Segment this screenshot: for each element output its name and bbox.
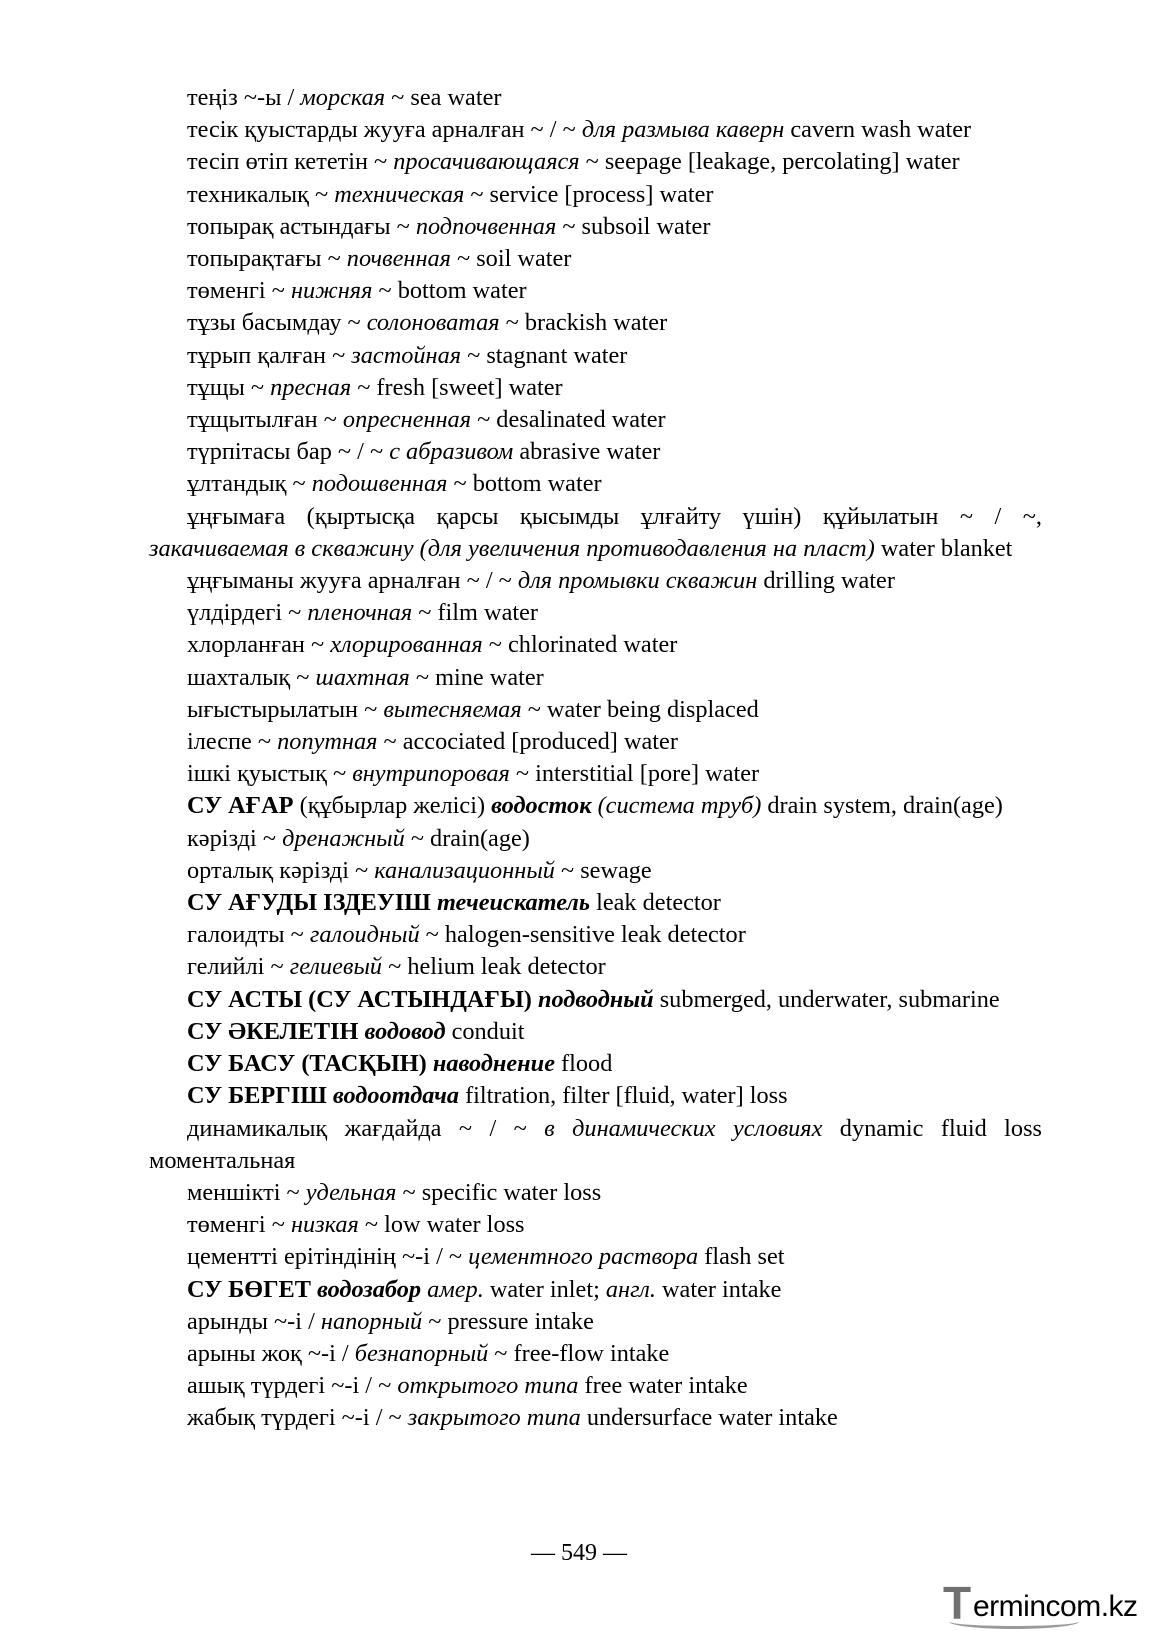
entry-text: ішкі қуыстық ~ [187, 760, 353, 788]
entry-text: ~ free-flow intake [488, 1339, 670, 1367]
russian-term: дренажный [282, 824, 405, 852]
entry-subentry [149, 597, 1042, 629]
russian-headword: водоотдача [332, 1082, 459, 1110]
entry-text: ~ low water loss [358, 1211, 525, 1239]
russian-term: цементного раствора [468, 1243, 699, 1271]
entry-text: drilling water [757, 567, 895, 595]
entry-text: water intake [655, 1275, 782, 1303]
entry-text: цементті ерітіндінің ~-і / ~ [187, 1243, 469, 1271]
entry-text: тесіп өтіп кететін ~ [187, 148, 394, 176]
entry-text: ~ fresh [sweet] water [351, 373, 563, 401]
russian-term: гелиевый [289, 953, 383, 981]
entry-subentry [149, 662, 1042, 694]
entry-subentry [149, 726, 1042, 758]
entry-text: ~ film water [412, 599, 538, 627]
entry-text: conduit [445, 1017, 525, 1045]
entry-subentry [149, 307, 1042, 339]
russian-term: с абразивом [389, 438, 514, 466]
entry-text: ~ helium leak detector [382, 953, 606, 981]
russian-term: закачиваемая в скважину (для увеличения противодавления на пласт) [149, 534, 875, 562]
russian-term: внутрипоровая [352, 760, 510, 788]
russian-term: галоидный [309, 921, 420, 949]
russian-term: амер. [427, 1275, 484, 1303]
entry-text: тұзы басымдау ~ [187, 309, 367, 337]
entry-subentry [149, 1241, 1042, 1273]
entry-text: ұңғымаға (қыртысқа қарсы қысымды ұлғайту үшін) құйылатын ~ / ~, [187, 502, 1042, 530]
headword-term: СУ БЕРГІШ [187, 1082, 327, 1110]
entry-text: топырақ астындағы ~ [187, 212, 416, 240]
entry-text: ~ interstitial [pore] water [509, 760, 760, 788]
entry-subentry [149, 1370, 1042, 1402]
entry-text: кәрізді ~ [187, 824, 283, 852]
terminkom-logo [943, 1577, 1149, 1629]
entry-headword [149, 790, 1042, 822]
entry-text: тұрып қалған ~ [187, 341, 352, 369]
entry-text: ілеспе ~ [187, 728, 278, 756]
russian-term: подпочвенная [415, 212, 557, 240]
entry-text: топырақтағы ~ [187, 245, 347, 273]
entry-subentry [149, 436, 1042, 468]
entry-text: ~ sewage [554, 856, 652, 884]
entry-text: ашық түрдегі ~-і / ~ [187, 1372, 398, 1400]
entry-text: ~ mine water [409, 663, 544, 691]
entry-subentry [149, 82, 1042, 114]
entry-text: abrasive water [513, 438, 661, 466]
russian-term: просачивающаяся [393, 148, 580, 176]
headword-term: СУ АҒУДЫ ІЗДЕУІШ [187, 889, 431, 917]
entry-text: динамикалық жағдайда ~ / ~ [187, 1114, 545, 1142]
russian-term: напорный [320, 1307, 423, 1335]
entry-subentry [149, 372, 1042, 404]
russian-term: почвенная [346, 245, 451, 273]
entry-subentry [149, 1113, 1042, 1177]
entry-text: ~ sea water [385, 84, 502, 111]
entry-text: ~ brackish water [499, 309, 668, 337]
entry-text: тұщы ~ [187, 373, 271, 401]
russian-term: опресненная [342, 406, 472, 434]
russian-term: солоноватая [366, 309, 500, 337]
entry-text: ығыстырылатын ~ [187, 695, 384, 723]
entry-text: ұлтандық ~ [187, 470, 312, 498]
entry-text: cavern wash water [784, 116, 972, 144]
logo-text: ermincom.kz [973, 1590, 1138, 1623]
entry-text: арынды ~-і / [187, 1307, 321, 1335]
entry-text: төменгі ~ [187, 1211, 291, 1239]
entry-subentry [149, 114, 1042, 146]
russian-term: застойная [351, 341, 462, 369]
entry-headword [149, 984, 1042, 1016]
entry-text: undersurface water intake [580, 1404, 838, 1432]
entry-text: хлорланған ~ [187, 631, 331, 659]
entry-text: жабық түрдегі ~-і / ~ [187, 1404, 408, 1432]
entry-text: flash set [698, 1243, 785, 1271]
russian-term: хлорированная [330, 631, 483, 659]
russian-term: морская [300, 84, 386, 111]
entry-text: (құбырлар желісі) [293, 792, 492, 820]
headword-term: СУ АСТЫ (СУ АСТЫНДАҒЫ) [187, 985, 532, 1013]
russian-term: подошвенная [311, 470, 448, 498]
entry-text: ~ water being displaced [521, 695, 759, 723]
russian-term: пресная [270, 373, 352, 401]
entry-text: ~ subsoil water [556, 212, 711, 240]
entry-subentry [149, 1209, 1042, 1241]
logo-letter-t: T [943, 1577, 972, 1629]
entry-headword [149, 1080, 1042, 1112]
entry-text: орталық кәрізді ~ [187, 856, 375, 884]
russian-term: англ. [605, 1275, 656, 1303]
entry-subentry [149, 758, 1042, 790]
entry-text: ~ halogen-sensitive leak detector [419, 921, 746, 949]
entry-text: ~ soil water [450, 245, 572, 273]
russian-term: нижняя [290, 277, 373, 305]
entry-text: ~ accociated [produced] water [377, 728, 678, 756]
headword-term: СУ БАСУ (ТАСҚЫН) [187, 1050, 427, 1078]
russian-headword: подводный [537, 985, 654, 1013]
entry-subentry [149, 1306, 1042, 1338]
entry-text: арыны жоқ ~-і / [187, 1339, 355, 1367]
entry-text: leak detector [590, 889, 721, 917]
entry-text: шахталық ~ [187, 663, 316, 691]
entry-text: тесік қуыстарды жууға арналған ~ / ~ [187, 116, 582, 144]
entry-text: ~ stagnant water [461, 341, 628, 369]
entry-subentry [149, 694, 1042, 726]
entry-subentry [149, 823, 1042, 855]
entry-subentry [149, 855, 1042, 887]
entry-text: меншікті ~ [187, 1178, 306, 1206]
entry-text: түрпітасы бар ~ / ~ [187, 438, 390, 466]
entry-text: ~ specific water loss [396, 1178, 602, 1206]
entry-subentry [149, 243, 1042, 275]
entry-text: water blanket [874, 534, 1013, 562]
headword-term: СУ ӘКЕЛЕТІН [187, 1017, 359, 1045]
headword-term: СУ АҒАР [187, 792, 294, 820]
russian-headword: водовод [364, 1017, 446, 1045]
entry-text: ұңғыманы жууға арналған ~ / ~ [187, 567, 518, 595]
entry-text: техникалық ~ [187, 180, 335, 208]
entry-subentry [149, 1177, 1042, 1209]
entry-text: water inlet; [483, 1275, 606, 1303]
russian-term: в динамических условиях [544, 1114, 823, 1142]
entry-subentry [149, 179, 1042, 211]
entry-subentry [149, 1338, 1042, 1370]
russian-term: пленочная [307, 599, 413, 627]
russian-term: попутная [277, 728, 378, 756]
entry-text: үлдірдегі ~ [187, 599, 308, 627]
entry-subentry [149, 146, 1042, 178]
entry-text: ~ desalinated water [471, 406, 666, 434]
russian-term: закрытого типа [407, 1404, 581, 1432]
entry-subentry [149, 951, 1042, 983]
entry-subentry [149, 501, 1042, 565]
russian-term: (система труб) [597, 792, 762, 820]
entry-subentry [149, 404, 1042, 436]
entry-text: submerged, underwater, submarine [653, 985, 1000, 1013]
russian-term: техническая [334, 180, 465, 208]
entry-text: тұщытылған ~ [187, 406, 343, 434]
entry-text: гелийлі ~ [187, 953, 290, 981]
russian-headword: водосток [491, 792, 592, 820]
russian-term: открытого типа [397, 1372, 579, 1400]
russian-term: для размыва каверн [581, 116, 785, 144]
entry-text: filtration, filter [fluid, water] loss [459, 1082, 788, 1110]
entry-text: ~ bottom water [372, 277, 527, 305]
entry-headword [149, 887, 1042, 919]
page-number: — 549 — [531, 1540, 627, 1566]
entry-text: ~ drain(age) [404, 824, 530, 852]
entry-subentry [149, 468, 1042, 500]
entry-text: drain system, drain(age) [761, 792, 1003, 820]
entry-headword [149, 1274, 1042, 1306]
entry-subentry [149, 919, 1042, 951]
russian-headword: течеискатель [436, 889, 591, 917]
russian-term: канализационный [374, 856, 555, 884]
entry-subentry [149, 211, 1042, 243]
entry-text: теңіз ~-ы / [187, 84, 301, 111]
entry-subentry [149, 565, 1042, 597]
headword-term: СУ БӨГЕТ [187, 1275, 311, 1303]
entry-headword [149, 1048, 1042, 1080]
entry-text: ~ seepage [leakage, percolating] water [579, 148, 960, 176]
entry-text: ~ pressure intake [422, 1307, 594, 1335]
entry-text: dynamic fluid loss моментальная [149, 1114, 1042, 1174]
entry-text: flood [554, 1050, 613, 1078]
entry-text: галоидты ~ [187, 921, 310, 949]
entry-text: төменгі ~ [187, 277, 291, 305]
entry-subentry [149, 340, 1042, 372]
russian-term: низкая [290, 1211, 359, 1239]
entry-subentry [149, 629, 1042, 661]
entry-text: ~ chlorinated water [482, 631, 678, 659]
russian-term: шахтная [315, 663, 410, 691]
entry-subentry [149, 275, 1042, 307]
russian-term: удельная [305, 1178, 397, 1206]
entry-subentry [149, 1402, 1042, 1434]
entry-headword [149, 1016, 1042, 1048]
dictionary-page [149, 82, 1042, 1435]
entry-text: ~ service [process] water [464, 180, 714, 208]
entry-text: free water intake [578, 1372, 748, 1400]
russian-term: безнапорный [354, 1339, 489, 1367]
entry-text: ~ bottom water [447, 470, 602, 498]
russian-term: вытесняемая [383, 695, 522, 723]
russian-term: для промывки скважин [517, 567, 758, 595]
russian-headword: водозабор [317, 1275, 422, 1303]
russian-headword: наводнение [432, 1050, 555, 1078]
